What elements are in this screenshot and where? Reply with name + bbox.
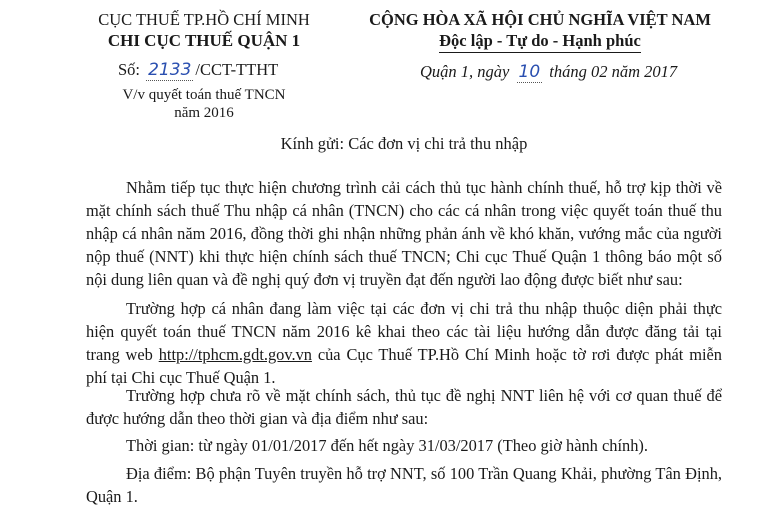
paragraph-4: Thời gian: từ ngày 01/01/2017 đến hết ngày 31/03/2017 (Theo giờ hành chính).: [126, 436, 648, 455]
number-prefix: Số:: [118, 60, 141, 79]
date-day-handwritten: 10: [518, 62, 541, 82]
motto: Độc lập - Tự do - Hạnh phúc: [439, 30, 641, 53]
paragraph-3: Trường hợp chưa rõ về mặt chính sách, thủ tục đề nghị NNT liên hệ với cơ quan thuế để được hướng dẫn theo thời gian và địa điểm như sau:: [86, 386, 722, 428]
date-suffix: tháng 02 năm 2017: [549, 62, 678, 81]
website-link[interactable]: http://tphcm.gdt.gov.vn: [158, 345, 312, 364]
date-prefix: Quận 1, ngày: [420, 62, 510, 81]
issue-date: [420, 62, 677, 83]
document-number: [118, 60, 278, 81]
addressee: Kính gửi: Các đơn vị chi trả thu nhập: [280, 134, 528, 153]
paragraph-5: Địa điểm: Bộ phận Tuyên truyền hỗ trợ NNT, số 100 Trần Quang Khải, phường Tân Định, Quận 1.: [86, 464, 722, 506]
paragraph-1: Nhằm tiếp tục thực hiện chương trình cải cách thủ tục hành chính thuế, hỗ trợ kịp thời về mặt chính sách thuế Thu nhập cá nhân (TNCN) cho các cá nhân trong việc quyết toán thuế thu nhập cá nhân năm 2016, đồng thời ghi nhận những phản ánh về khó khăn, vướng mắc của người nộp thuế (NNT) khi thực hiện chính sách thuế TNCN; Chi cục Thuế Quận 1 thông báo một số nội dung liên quan và đề nghị quý đơn vị truyền đạt đến người lao động được biết như sau:: [86, 178, 722, 289]
subject-line-2: năm 2016: [174, 105, 234, 121]
agency-name: CỤC THUẾ TP.HỒ CHÍ MINH: [98, 10, 310, 29]
number-suffix: /CCT-TTHT: [195, 60, 279, 79]
paragraph-2: [86, 297, 722, 389]
header-right: [352, 10, 728, 53]
paragraph-2-text-after: của Cục Thuế TP.Hồ Chí Minh hoặc tờ rơi được phát miễn phí tại Chi cục Thuế Quận 1.: [86, 345, 722, 387]
header-left: [88, 10, 320, 52]
subject: [88, 86, 320, 122]
subject-line-1: V/v quyết toán thuế TNCN: [122, 87, 286, 103]
number-handwritten: 2133: [148, 60, 192, 80]
nation-title: CỘNG HÒA XÃ HỘI CHỦ NGHĨA VIỆT NAM: [369, 10, 711, 29]
office-name: CHI CỤC THUẾ QUẬN 1: [107, 31, 301, 50]
paragraph-2-text-before: Trường hợp cá nhân đang làm việc tại các đơn vị chi trả thu nhập thuộc diện phải thực hiện quyết toán thuế TNCN năm 2016 kê khai theo các tài liệu hướng dẫn được đăng tải tại trang web: [86, 299, 722, 364]
